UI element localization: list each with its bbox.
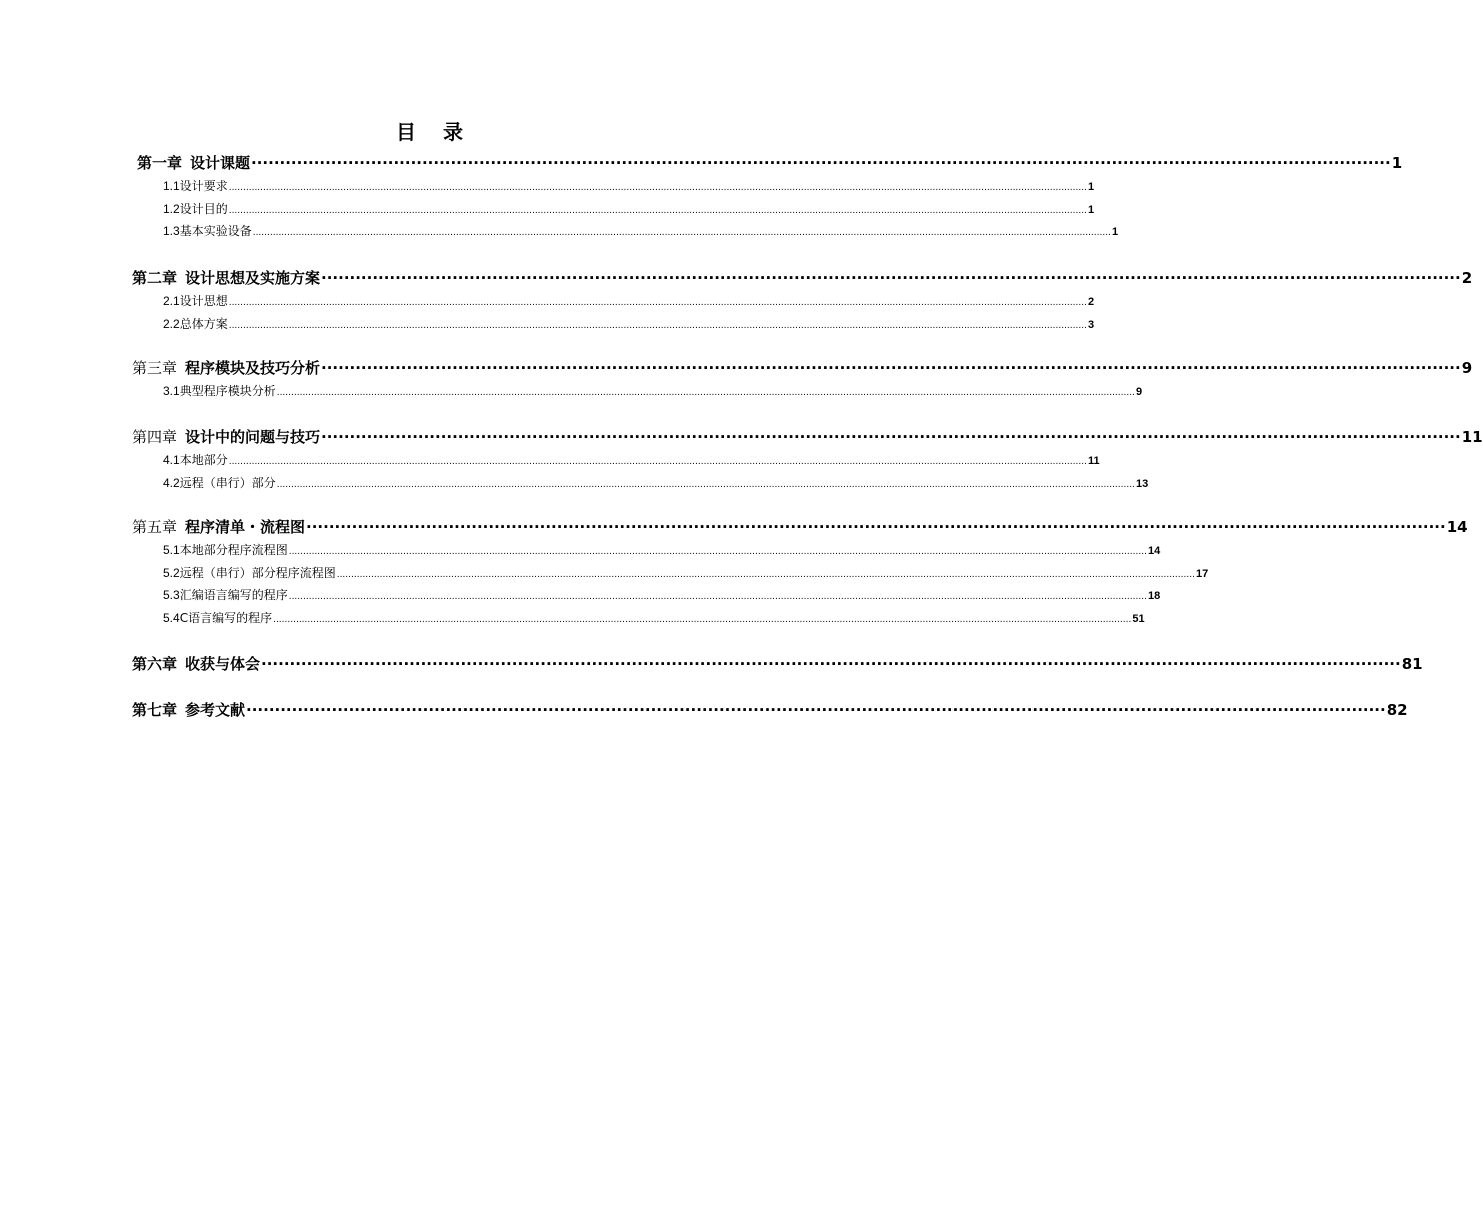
chapter-page-number: 81 bbox=[1401, 655, 1423, 673]
section-title: 设计要求 bbox=[179, 179, 228, 193]
toc-chapter-entry[interactable] bbox=[137, 152, 1403, 173]
section-number: 4.2 bbox=[163, 475, 180, 490]
toc-section-entry[interactable] bbox=[163, 451, 1100, 468]
chapter-title: 程序模块及技巧分析 bbox=[185, 359, 321, 377]
chapter-number: 第三章 bbox=[132, 359, 178, 377]
toc-chapter-entry[interactable] bbox=[132, 699, 1408, 720]
toc-section-entry[interactable] bbox=[163, 200, 1095, 217]
dot-leader: ............................................................................................................................................................................................................................................................................................................ bbox=[288, 547, 1147, 557]
toc-section-entry[interactable] bbox=[163, 474, 1149, 491]
toc-section-entry[interactable] bbox=[163, 564, 1209, 581]
chapter-number: 第七章 bbox=[132, 701, 178, 719]
section-title: 汇编语言编写的程序 bbox=[179, 588, 288, 602]
section-title: 典型程序模块分析 bbox=[179, 384, 276, 398]
section-number: 2.1 bbox=[163, 294, 180, 308]
toc-title: 目 录 bbox=[396, 120, 473, 144]
section-page-number: 9 bbox=[1135, 386, 1143, 398]
chapter-page-number: 2 bbox=[1461, 269, 1473, 287]
chapter-number: 第四章 bbox=[132, 428, 178, 446]
toc-chapter-entry[interactable] bbox=[132, 267, 1473, 288]
toc-section-entry[interactable] bbox=[163, 382, 1143, 399]
dot-leader: ............................................................................................................................................................................................................................................................................................................ bbox=[228, 320, 1087, 331]
dot-leader: ............................................................................................................................................................................................................................................................................................................ bbox=[228, 205, 1087, 216]
chapter-number: 第二章 bbox=[132, 269, 178, 287]
chapter-number: 第一章 bbox=[137, 154, 183, 172]
section-number: 5.1 bbox=[163, 543, 180, 557]
dot-leader: ............................................................................................................................................................................................................................................................................................................ bbox=[228, 457, 1087, 467]
chapter-page-number: 1 bbox=[1391, 154, 1403, 172]
chapter-title: 收获与体会 bbox=[185, 655, 261, 673]
dot-leader: ········································································································································································································ bbox=[251, 154, 1391, 172]
section-page-number: 51 bbox=[1132, 612, 1145, 625]
section-title: 本地部分程序流程图 bbox=[179, 543, 288, 557]
section-number: 4.1 bbox=[163, 453, 180, 467]
section-title: 基本实验设备 bbox=[179, 224, 252, 238]
dot-leader: ............................................................................................................................................................................................................................................................................................................ bbox=[336, 569, 1195, 580]
section-title: 远程（串行）部分 bbox=[179, 475, 276, 490]
chapter-page-number: 14 bbox=[1446, 518, 1468, 536]
section-page-number: 13 bbox=[1135, 477, 1149, 490]
chapter-page-number: 82 bbox=[1386, 701, 1408, 719]
section-title: 设计目的 bbox=[179, 201, 228, 216]
dot-leader: ········································································································································································································ bbox=[261, 655, 1401, 673]
section-page-number: 1 bbox=[1087, 203, 1095, 216]
dot-leader: ............................................................................................................................................................................................................................................................................................................ bbox=[288, 592, 1147, 602]
dot-leader: ............................................................................................................................................................................................................................................................................................................ bbox=[273, 614, 1132, 625]
dot-leader: ········································································································································································································ bbox=[321, 269, 1461, 287]
dot-leader: ········································································································································································································ bbox=[321, 359, 1461, 377]
toc-section-entry[interactable] bbox=[163, 292, 1095, 309]
dot-leader: ............................................................................................................................................................................................................................................................................................................ bbox=[228, 298, 1087, 308]
toc-section-entry[interactable] bbox=[163, 586, 1161, 603]
toc-section-entry[interactable] bbox=[163, 177, 1095, 194]
toc-chapter-entry[interactable] bbox=[132, 357, 1473, 378]
dot-leader: ............................................................................................................................................................................................................................................................................................................ bbox=[276, 479, 1135, 490]
section-number: 1.2 bbox=[163, 201, 180, 216]
chapter-page-number: 11 bbox=[1461, 428, 1483, 446]
section-page-number: 3 bbox=[1087, 318, 1095, 331]
chapter-title: 设计课题 bbox=[190, 154, 251, 172]
section-title: 设计思想 bbox=[179, 294, 228, 308]
dot-leader: ········································································································································································································ bbox=[306, 518, 1446, 536]
section-page-number: 17 bbox=[1195, 567, 1209, 580]
section-page-number: 1 bbox=[1087, 181, 1095, 193]
section-number: 5.2 bbox=[163, 565, 180, 580]
toc-section-entry[interactable] bbox=[163, 609, 1145, 626]
toc-section-entry[interactable] bbox=[163, 222, 1119, 239]
chapter-page-number: 9 bbox=[1461, 359, 1473, 377]
dot-leader: ............................................................................................................................................................................................................................................................................................................ bbox=[252, 228, 1111, 238]
dot-leader: ............................................................................................................................................................................................................................................................................................................ bbox=[228, 183, 1087, 193]
toc-section-entry[interactable] bbox=[163, 541, 1161, 558]
chapter-title: 参考文献 bbox=[185, 701, 246, 719]
section-title: 远程（串行）部分程序流程图 bbox=[179, 565, 336, 580]
dot-leader: ............................................................................................................................................................................................................................................................................................................ bbox=[276, 388, 1135, 398]
chapter-title: 设计中的问题与技巧 bbox=[185, 428, 321, 446]
toc-chapter-entry[interactable] bbox=[132, 426, 1483, 447]
section-number: 3.1 bbox=[163, 384, 180, 398]
chapter-title: 设计思想及实施方案 bbox=[185, 269, 321, 287]
section-number: 5.4 bbox=[163, 610, 180, 625]
toc-chapter-entry[interactable] bbox=[132, 516, 1468, 537]
section-number: 1.1 bbox=[163, 179, 180, 193]
chapter-title: 程序清单・流程图 bbox=[185, 518, 306, 536]
toc-chapter-entry[interactable] bbox=[132, 653, 1423, 674]
toc-section-entry[interactable] bbox=[163, 315, 1095, 332]
section-page-number: 1 bbox=[1111, 226, 1119, 238]
chapter-number: 第六章 bbox=[132, 655, 178, 673]
section-number: 2.2 bbox=[163, 316, 180, 331]
section-page-number: 11 bbox=[1087, 455, 1100, 467]
section-title: C语言编写的程序 bbox=[179, 610, 273, 625]
section-page-number: 2 bbox=[1087, 296, 1095, 308]
section-title: 本地部分 bbox=[179, 453, 228, 467]
section-number: 1.3 bbox=[163, 224, 180, 238]
section-title: 总体方案 bbox=[179, 316, 228, 331]
section-page-number: 18 bbox=[1147, 590, 1161, 602]
dot-leader: ········································································································································································································ bbox=[321, 428, 1461, 446]
section-page-number: 14 bbox=[1147, 545, 1161, 557]
chapter-number: 第五章 bbox=[132, 518, 178, 536]
section-number: 5.3 bbox=[163, 588, 180, 602]
dot-leader: ········································································································································································································ bbox=[246, 701, 1386, 719]
